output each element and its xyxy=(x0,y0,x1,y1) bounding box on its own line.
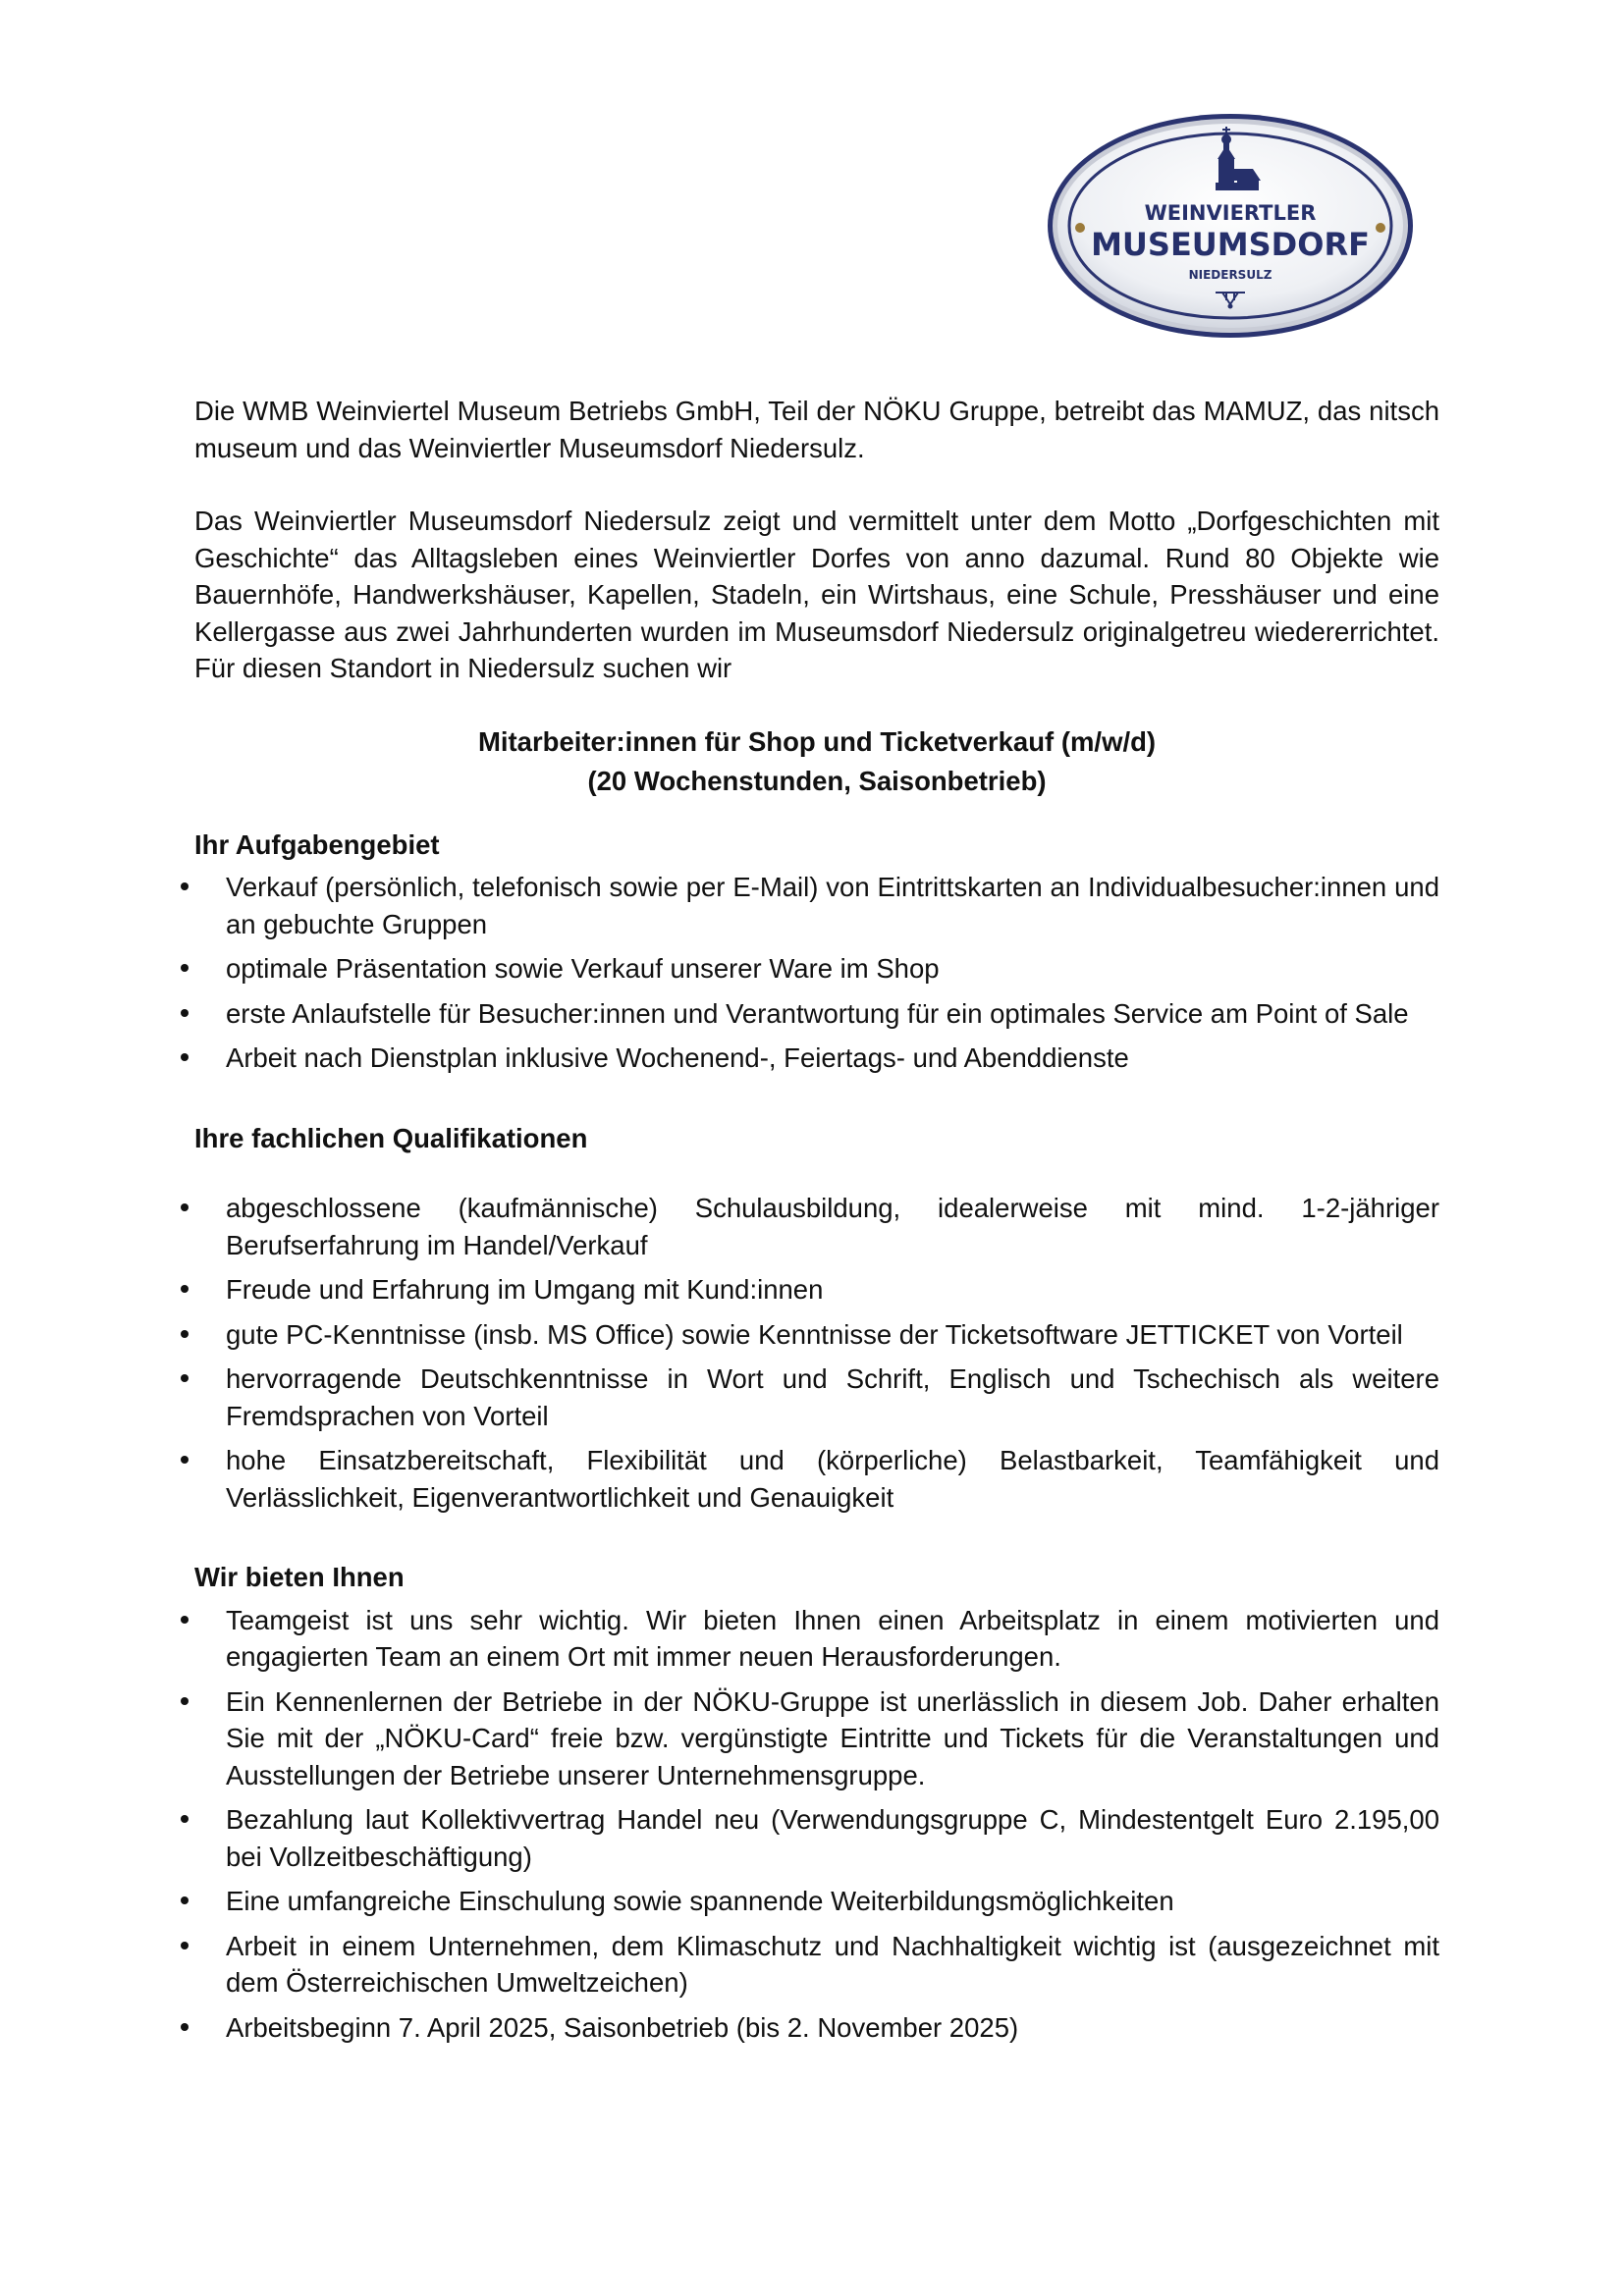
list-item: Verkauf (persönlich, telefonisch sowie per E-Mail) von Eintrittskarten an Individualbesucher:innen und an gebuchte Gruppen xyxy=(194,869,1439,942)
list-item: erste Anlaufstelle für Besucher:innen und Verantwortung für ein optimales Service am Point of Sale xyxy=(194,995,1439,1033)
list-item: Bezahlung laut Kollektivvertrag Handel neu (Verwendungsgruppe C, Mindestentgelt Euro 2.195,00 bei Vollzeitbeschäftigung) xyxy=(194,1801,1439,1875)
job-title: Mitarbeiter:innen für Shop und Ticketverkauf (m/w/d) xyxy=(477,725,1157,757)
museumsdorf-logo xyxy=(1043,110,1418,342)
job-title-block xyxy=(194,722,1439,801)
list-item: abgeschlossene (kaufmännische) Schulausbildung, idealerweise mit mind. 1-2-jähriger Berufserfahrung im Handel/Verkauf xyxy=(194,1190,1439,1263)
list-item: Freude und Erfahrung im Umgang mit Kund:innen xyxy=(194,1271,1439,1308)
list-item: Arbeitsbeginn 7. April 2025, Saisonbetrieb (bis 2. November 2025) xyxy=(194,2009,1439,2047)
tasks-list xyxy=(194,869,1439,1077)
logo-line-3: NIEDERSULZ xyxy=(1188,268,1272,282)
list-item: Ein Kennenlernen der Betriebe in der NÖKU-Gruppe ist unerlässlich in diesem Job. Daher erhalten Sie mit der „NÖKU-Card“ freie bzw. vergünstigte Eintritte und Tickets für die Veranstaltungen und Ausstellungen der Betriebe unserer Unternehmensgruppe. xyxy=(194,1683,1439,1794)
list-item: hervorragende Deutschkenntnisse in Wort und Schrift, Englisch und Tschechisch als weitere Fremdsprachen von Vorteil xyxy=(194,1361,1439,1434)
offer-list xyxy=(194,1602,1439,2047)
list-item: gute PC-Kenntnisse (insb. MS Office) sowie Kenntnisse der Ticketsoftware JETTICKET von Vorteil xyxy=(194,1316,1439,1354)
job-posting-body xyxy=(194,393,1439,2054)
list-item: optimale Präsentation sowie Verkauf unserer Ware im Shop xyxy=(194,950,1439,988)
qualifications-list xyxy=(194,1190,1439,1516)
job-subtitle: (20 Wochenstunden, Saisonbetrieb) xyxy=(587,765,1047,796)
list-item: Teamgeist ist uns sehr wichtig. Wir bieten Ihnen einen Arbeitsplatz in einem motivierten und engagierten Team an einem Ort mit immer neuen Herausforderungen. xyxy=(194,1602,1439,1676)
list-item: Arbeit in einem Unternehmen, dem Klimaschutz und Nachhaltigkeit wichtig ist (ausgezeichnet mit dem Österreichischen Umweltzeichen) xyxy=(194,1928,1439,2002)
list-item: Arbeit nach Dienstplan inklusive Wochenend-, Feiertags- und Abenddienste xyxy=(194,1040,1439,1077)
logo-line-1: WEINVIERTLER xyxy=(1144,201,1317,225)
section-heading-tasks: Ihr Aufgabengebiet xyxy=(194,828,440,860)
section-heading-offer: Wir bieten Ihnen xyxy=(194,1562,405,1592)
list-item: Eine umfangreiche Einschulung sowie spannende Weiterbildungsmöglichkeiten xyxy=(194,1883,1439,1920)
intro-paragraph-2: Das Weinviertler Museumsdorf Niedersulz zeigt und vermittelt unter dem Motto „Dorfgeschichten mit Geschichte“ das Alltagsleben eines Weinviertler Dorfes von anno dazumal. Rund 80 Objekte wie Bauernhöfe, Handwerkshäuser, Kapellen, Stadeln, ein Wirtshaus, eine Schule, Presshäuser und eine Kellergasse aus zwei Jahrhunderten wurden im Museumsdorf Niedersulz originalgetreu wiedererrichtet. Für diesen Standort in Niedersulz suchen wir xyxy=(194,506,1439,683)
intro-paragraph-1: Die WMB Weinviertel Museum Betriebs GmbH, Teil der NÖKU Gruppe, betreibt das MAMUZ, das nitsch museum und das Weinviertler Museumsdorf Niedersulz. xyxy=(194,396,1439,463)
list-item: hohe Einsatzbereitschaft, Flexibilität und (körperliche) Belastbarkeit, Teamfähigkeit und Verlässlichkeit, Eigenverantwortlichkeit und Genauigkeit xyxy=(194,1442,1439,1516)
logo-line-2: MUSEUMSDORF xyxy=(1091,226,1370,263)
section-heading-qualifications: Ihre fachlichen Qualifikationen xyxy=(194,1122,588,1153)
